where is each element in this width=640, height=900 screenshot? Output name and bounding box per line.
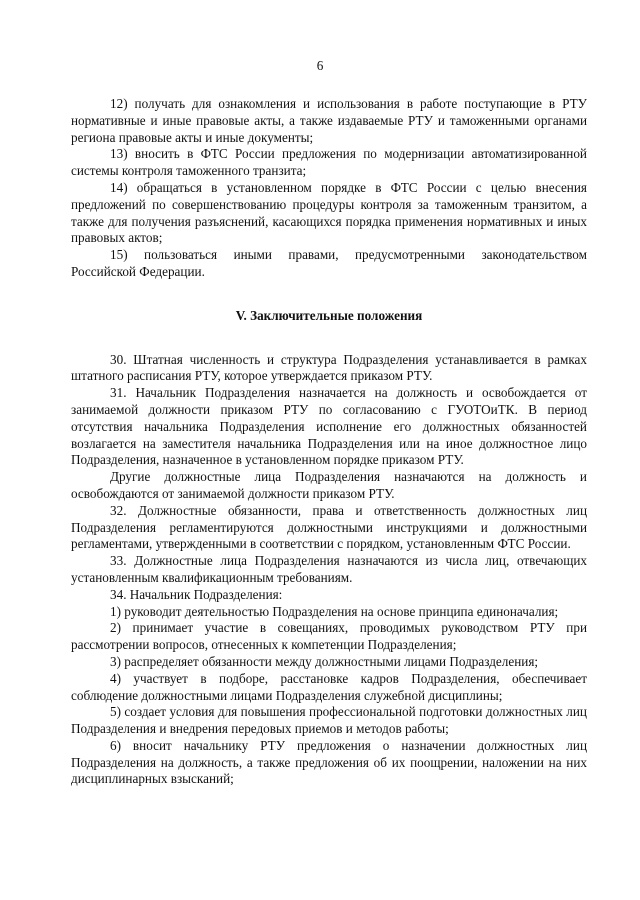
clause-30: 30. Штатная численность и структура Подразделения устанавливается в рамках штатного расписания РТУ, которое утверждается приказом РТУ. — [71, 351, 587, 384]
page-number: 6 — [316, 58, 324, 73]
clause-31: 31. Начальник Подразделения назначается на должность и освобождается от занимаемой должности приказом РТУ по согласованию с ГУОТОиТК. В период отсутствия начальника Подразделения исполнение его должностных обязанностей возлагается на заместителя начальника Подразделения или на иное должностное лицо Подразделения, назначенное в установленном порядке приказом РТУ. — [71, 385, 587, 468]
clause-34-item-1: 1) руководит деятельностью Подразделения на основе принципа единоначалия; — [110, 603, 559, 619]
section-heading: V. Заключительные положения — [235, 307, 423, 323]
clause-34-item-3: 3) распределяет обязанности между должностными лицами Подразделения; — [110, 653, 539, 669]
list-item-12: 12) получать для ознакомления и использования в работе поступающие в РТУ нормативные и иные правовые акты, а также издаваемые РТУ и таможенными органами региона правовые акты и иные документы; — [71, 96, 587, 145]
list-item-14: 14) обращаться в установленном порядке в ФТС России с целью внесения предложений по совершенствованию процедуры контроля за таможенным транзитом, а также для получения разъяснений, касающихся порядка применения нормативных и иных правовых актов; — [71, 179, 587, 246]
clause-33: 33. Должностные лица Подразделения назначаются из числа лиц, отвечающих установленным квалификационным требованиям. — [71, 553, 587, 585]
list-item-13: 13) вносить в ФТС России предложения по модернизации автоматизированной системы контроля таможенного транзита; — [71, 146, 587, 179]
clause-34-item-5: 5) создает условия для повышения профессиональной подготовки должностных лиц Подразделения и внедрения передовых приемов и методов работы; — [71, 704, 587, 737]
document-body — [71, 96, 587, 788]
clause-32: 32. Должностные обязанности, права и ответственность должностных лиц Подразделения регламентируются должностными инструкциями и должностными регламентами, утвержденными в соответствии с порядком, установленным ФТС России. — [71, 502, 587, 552]
clause-31-continuation: Другие должностные лица Подразделения назначаются на должность и освобождаются от занимаемой должности приказом РТУ. — [71, 469, 587, 501]
clause-34: 34. Начальник Подразделения: — [110, 586, 283, 602]
clause-34-item-2: 2) принимает участие в совещаниях, проводимых руководством РТУ при рассмотрении вопросов, отнесенных к компетенции Подразделения; — [71, 620, 587, 653]
clause-34-item-4: 4) участвует в подборе, расстановке кадров Подразделения, обеспечивает соблюдение должностными лицами Подразделения служебной дисциплины; — [71, 670, 587, 703]
list-item-15: 15) пользоваться иными правами, предусмотренными законодательством Российской Федерации. — [71, 247, 587, 279]
clause-34-item-6: 6) вносит начальнику РТУ предложения о назначении должностных лиц Подразделения на должность, а также предложения об их поощрении, наложении на них дисциплинарных взысканий; — [71, 737, 587, 787]
